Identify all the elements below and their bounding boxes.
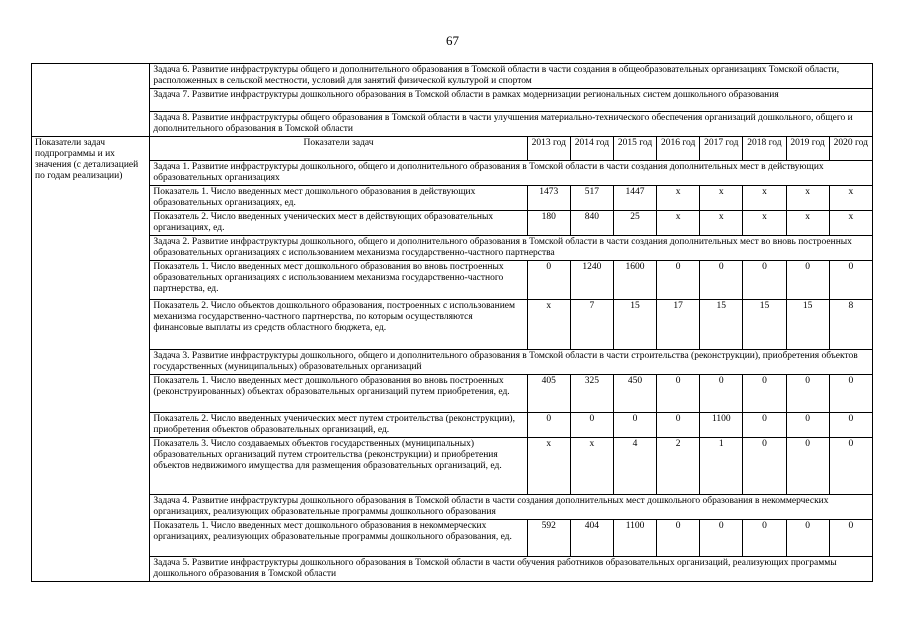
indicators-table bbox=[31, 63, 873, 582]
indicator-value: 517 bbox=[570, 186, 613, 211]
indicator-label: Показатель 1. Число введенных мест дошкольного образования во вновь построенных (реконструированных) объектах образовательных организаций путем приобретения, ед. bbox=[150, 375, 527, 413]
indicator-value: х bbox=[570, 438, 613, 495]
indicator-value: 15 bbox=[613, 300, 656, 350]
indicator-value: х bbox=[786, 211, 829, 236]
indicator-value: 404 bbox=[570, 520, 613, 557]
indicator-label: Показатель 1. Число введенных мест дошкольного образования во вновь построенных образовательных организациях с использованием механизма государственно-частного партнерства, ед. bbox=[150, 261, 527, 300]
pre-task-row bbox=[32, 89, 873, 112]
task-row bbox=[32, 495, 873, 520]
indicator-value: х bbox=[743, 186, 786, 211]
indicator-value: х bbox=[657, 211, 700, 236]
indicator-value: 0 bbox=[786, 413, 829, 438]
year-header: 2019 год bbox=[786, 137, 829, 161]
indicator-value: 0 bbox=[786, 438, 829, 495]
indicator-value: 0 bbox=[613, 413, 656, 438]
indicator-value: 1447 bbox=[613, 186, 656, 211]
page-number: 67 bbox=[446, 33, 459, 48]
indicator-value: 0 bbox=[829, 413, 872, 438]
indicator-value: 0 bbox=[527, 261, 570, 300]
indicator-value: 2 bbox=[657, 438, 700, 495]
indicator-row bbox=[32, 413, 873, 438]
indicator-row bbox=[32, 300, 873, 350]
indicator-label: Показатель 1. Число введенных мест дошкольного образования в действующих образовательных организациях, ед. bbox=[150, 186, 527, 211]
indicator-value: 0 bbox=[657, 520, 700, 557]
indicator-value: 0 bbox=[570, 413, 613, 438]
indicator-value: 15 bbox=[700, 300, 743, 350]
indicator-value: 0 bbox=[829, 375, 872, 413]
indicator-row bbox=[32, 520, 873, 557]
task-title: Задача 2. Развитие инфраструктуры дошкольного, общего и дополнительного образования в Томской области в части создания дополнительных мест во вновь построенных образовательных организациях с использованием механизма государственно-частного партнерства bbox=[150, 236, 873, 261]
indicator-value: 0 bbox=[829, 438, 872, 495]
indicator-value: х bbox=[527, 438, 570, 495]
indicator-value: 0 bbox=[786, 261, 829, 300]
indicator-value: х bbox=[743, 211, 786, 236]
indicator-value: 840 bbox=[570, 211, 613, 236]
indicator-value: 0 bbox=[786, 375, 829, 413]
indicator-value: 0 bbox=[657, 261, 700, 300]
indicator-label: Показатель 2. Число введенных ученических мест в действующих образовательных организациях, ед. bbox=[150, 211, 527, 236]
year-header: 2017 год bbox=[700, 137, 743, 161]
indicator-value: 7 bbox=[570, 300, 613, 350]
indicator-value: 0 bbox=[786, 520, 829, 557]
task-title: Задача 3. Развитие инфраструктуры дошкольного, общего и дополнительного образования в Томской области в части строительства (реконструкции), приобретения объектов государственных (муниципальных) образовательных организаций bbox=[150, 350, 873, 375]
task-title: Задача 4. Развитие инфраструктуры дошкольного образования в Томской области в части создания дополнительных мест дошкольного образования в некоммерческих организациях, реализующих образовательные программы дошкольного образования bbox=[150, 495, 873, 520]
indicator-value: х bbox=[829, 211, 872, 236]
indicator-row bbox=[32, 211, 873, 236]
indicator-value: 1 bbox=[700, 438, 743, 495]
indicator-value: х bbox=[657, 186, 700, 211]
indicator-value: 0 bbox=[743, 413, 786, 438]
indicator-value: 0 bbox=[829, 520, 872, 557]
task-row bbox=[32, 557, 873, 582]
indicator-value: 0 bbox=[657, 413, 700, 438]
indicator-value: 325 bbox=[570, 375, 613, 413]
indicator-value: 4 bbox=[613, 438, 656, 495]
indicators-label: Показатели задач подпрограммы и их значения (с детализацией по годам реализации) bbox=[32, 137, 150, 582]
indicator-value: 180 bbox=[527, 211, 570, 236]
indicator-value: х bbox=[829, 186, 872, 211]
indicator-value: 0 bbox=[657, 375, 700, 413]
left-empty-cell bbox=[32, 64, 150, 137]
task-row bbox=[32, 161, 873, 186]
indicator-row bbox=[32, 261, 873, 300]
task-row bbox=[32, 350, 873, 375]
indicator-label: Показатель 2. Число объектов дошкольного образования, построенных с использованием механизма государственно-частного партнерства, по которым осуществляются финансовые выплаты из средств областного бюджета, ед. bbox=[150, 300, 527, 350]
indicator-value: 15 bbox=[743, 300, 786, 350]
indicator-value: х bbox=[527, 300, 570, 350]
task-title: Задача 6. Развитие инфраструктуры общего и дополнительного образования в Томской области в части создания в общеобразовательных организациях Томской области, расположенных в сельской местности, условий для занятий физической культурой и спортом bbox=[150, 64, 873, 89]
indicator-value: х bbox=[700, 186, 743, 211]
indicator-value: х bbox=[700, 211, 743, 236]
indicator-value: 0 bbox=[700, 375, 743, 413]
indicator-label: Показатель 2. Число введенных ученических мест путем строительства (реконструкции), приобретения объектов образовательных организаций, ед. bbox=[150, 413, 527, 438]
indicator-row bbox=[32, 186, 873, 211]
year-header: 2018 год bbox=[743, 137, 786, 161]
task-title: Задача 5. Развитие инфраструктуры дошкольного образования в Томской области в части обучения работников образовательных организаций, реализующих программы дошкольного образования в Томской области bbox=[150, 557, 873, 582]
indicator-value: 0 bbox=[743, 520, 786, 557]
indicator-value: 450 bbox=[613, 375, 656, 413]
indicator-value: 1100 bbox=[613, 520, 656, 557]
indicator-value: 0 bbox=[743, 438, 786, 495]
indicator-value: 15 bbox=[786, 300, 829, 350]
year-header: 2013 год bbox=[527, 137, 570, 161]
indicator-column-header: Показатели задач bbox=[150, 137, 527, 161]
indicator-value: 1600 bbox=[613, 261, 656, 300]
indicator-value: 0 bbox=[700, 520, 743, 557]
task-row bbox=[32, 236, 873, 261]
indicator-value: 1100 bbox=[700, 413, 743, 438]
pre-task-row bbox=[32, 64, 873, 89]
task-title: Задача 7. Развитие инфраструктуры дошкольного образования в Томской области в рамках модернизации региональных систем дошкольного образования bbox=[150, 89, 873, 112]
indicator-value: 25 bbox=[613, 211, 656, 236]
indicator-value: 0 bbox=[743, 261, 786, 300]
indicator-value: 0 bbox=[700, 261, 743, 300]
indicator-value: 0 bbox=[527, 413, 570, 438]
pre-task-row bbox=[32, 112, 873, 137]
indicator-value: 8 bbox=[829, 300, 872, 350]
indicator-row bbox=[32, 438, 873, 495]
indicator-value: 0 bbox=[743, 375, 786, 413]
indicator-value: 1240 bbox=[570, 261, 613, 300]
task-title: Задача 1. Развитие инфраструктуры дошкольного, общего и дополнительного образования в Томской области в части создания дополнительных мест в действующих образовательных организациях bbox=[150, 161, 873, 186]
year-header: 2014 год bbox=[570, 137, 613, 161]
year-header: 2015 год bbox=[613, 137, 656, 161]
indicator-value: 405 bbox=[527, 375, 570, 413]
indicator-value: 17 bbox=[657, 300, 700, 350]
indicator-label: Показатель 3. Число создаваемых объектов государственных (муниципальных) образовательных организаций путем строительства (реконструкции) и приобретения объектов недвижимого имущества для размещения образовательных организаций, ед. bbox=[150, 438, 527, 495]
task-title: Задача 8. Развитие инфраструктуры общего образования в Томской области в части улучшения материально-технического обеспечения организаций дошкольного, общего и дополнительного образования в Томской области bbox=[150, 112, 873, 137]
header-row bbox=[32, 137, 873, 161]
indicator-label: Показатель 1. Число введенных мест дошкольного образования в некоммерческих организациях, реализующих образовательные программы дошкольного образования, ед. bbox=[150, 520, 527, 557]
year-header: 2020 год bbox=[829, 137, 872, 161]
indicator-row bbox=[32, 375, 873, 413]
indicator-value: х bbox=[786, 186, 829, 211]
indicator-value: 1473 bbox=[527, 186, 570, 211]
year-header: 2016 год bbox=[657, 137, 700, 161]
indicator-value: 592 bbox=[527, 520, 570, 557]
indicator-value: 0 bbox=[829, 261, 872, 300]
